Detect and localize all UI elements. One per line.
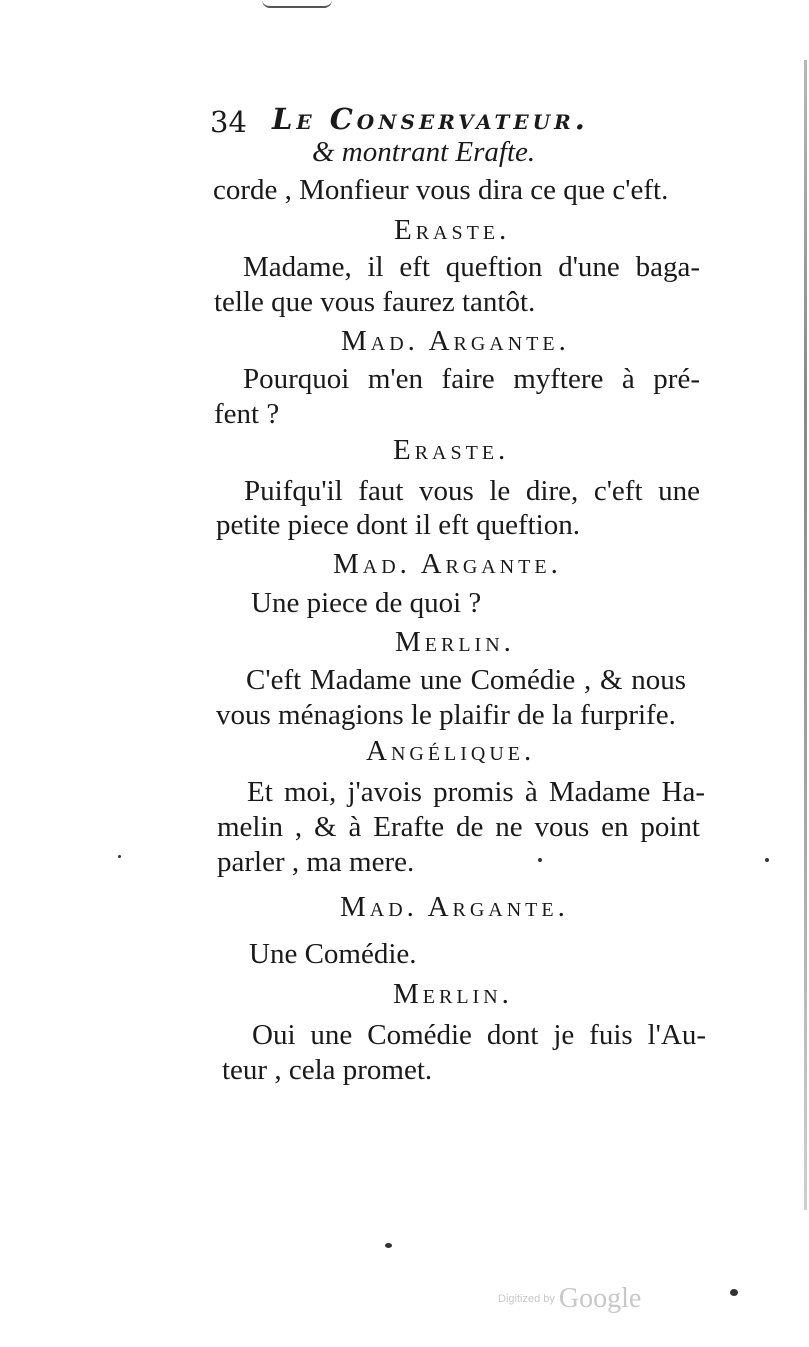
speaker-name: Angélique. (366, 735, 536, 767)
text-line: corde , Monfieur vous dira ce que c'eft. (213, 174, 669, 206)
text-line: C'eft Madame une Comédie , & nous (246, 664, 686, 696)
text-line: Madame, il eft queftion d'une baga- (243, 251, 700, 283)
ink-speck (538, 858, 542, 862)
ink-speck (730, 1289, 738, 1296)
text-line: Et moi, j'avois promis à Madame Ha- (247, 776, 705, 808)
text-line: fent ? (214, 398, 280, 430)
digitized-watermark (498, 1283, 641, 1315)
text-line: Une Comédie. (249, 938, 417, 970)
text-line: Oui une Comédie dont je fuis l'Au- (252, 1019, 706, 1051)
speaker-name: Mad. Argante. (340, 891, 569, 923)
speaker-name: Eraste. (394, 214, 511, 246)
text-line: Puifqu'il faut vous le dire, c'eft une (244, 475, 700, 507)
ink-speck (118, 855, 121, 858)
text-line: Une piece de quoi ? (251, 587, 482, 619)
text-line: teur , cela promet. (222, 1054, 433, 1086)
text-line: melin , & à Erafte de ne vous en point (217, 811, 700, 843)
text-line: vous ménagions le plaifir de la furprife. (216, 699, 676, 731)
google-logo: Google (558, 1283, 642, 1314)
speaker-name: Eraste. (393, 434, 510, 466)
ink-speck (385, 1243, 392, 1248)
page-number: 34 (210, 105, 247, 139)
text-line: telle que vous faurez tantôt. (214, 286, 536, 318)
page-edge-shadow (804, 60, 807, 1210)
top-ink-mark (262, 0, 332, 8)
speaker-name: Mad. Argante. (341, 325, 570, 357)
running-title: Le Conservateur. (272, 102, 589, 136)
watermark-prefix: Digitized by (498, 1293, 555, 1305)
text-line: Pourquoi m'en faire myftere à pré- (243, 363, 700, 395)
text-line: petite piece dont il eft queftion. (216, 509, 580, 541)
stage-direction: & montrant Erafte. (312, 136, 536, 168)
speaker-name: Merlin. (393, 978, 513, 1010)
ink-speck (765, 858, 769, 862)
speaker-name: Mad. Argante. (333, 548, 562, 580)
text-line: parler , ma mere. (217, 846, 415, 878)
speaker-name: Merlin. (395, 626, 515, 658)
